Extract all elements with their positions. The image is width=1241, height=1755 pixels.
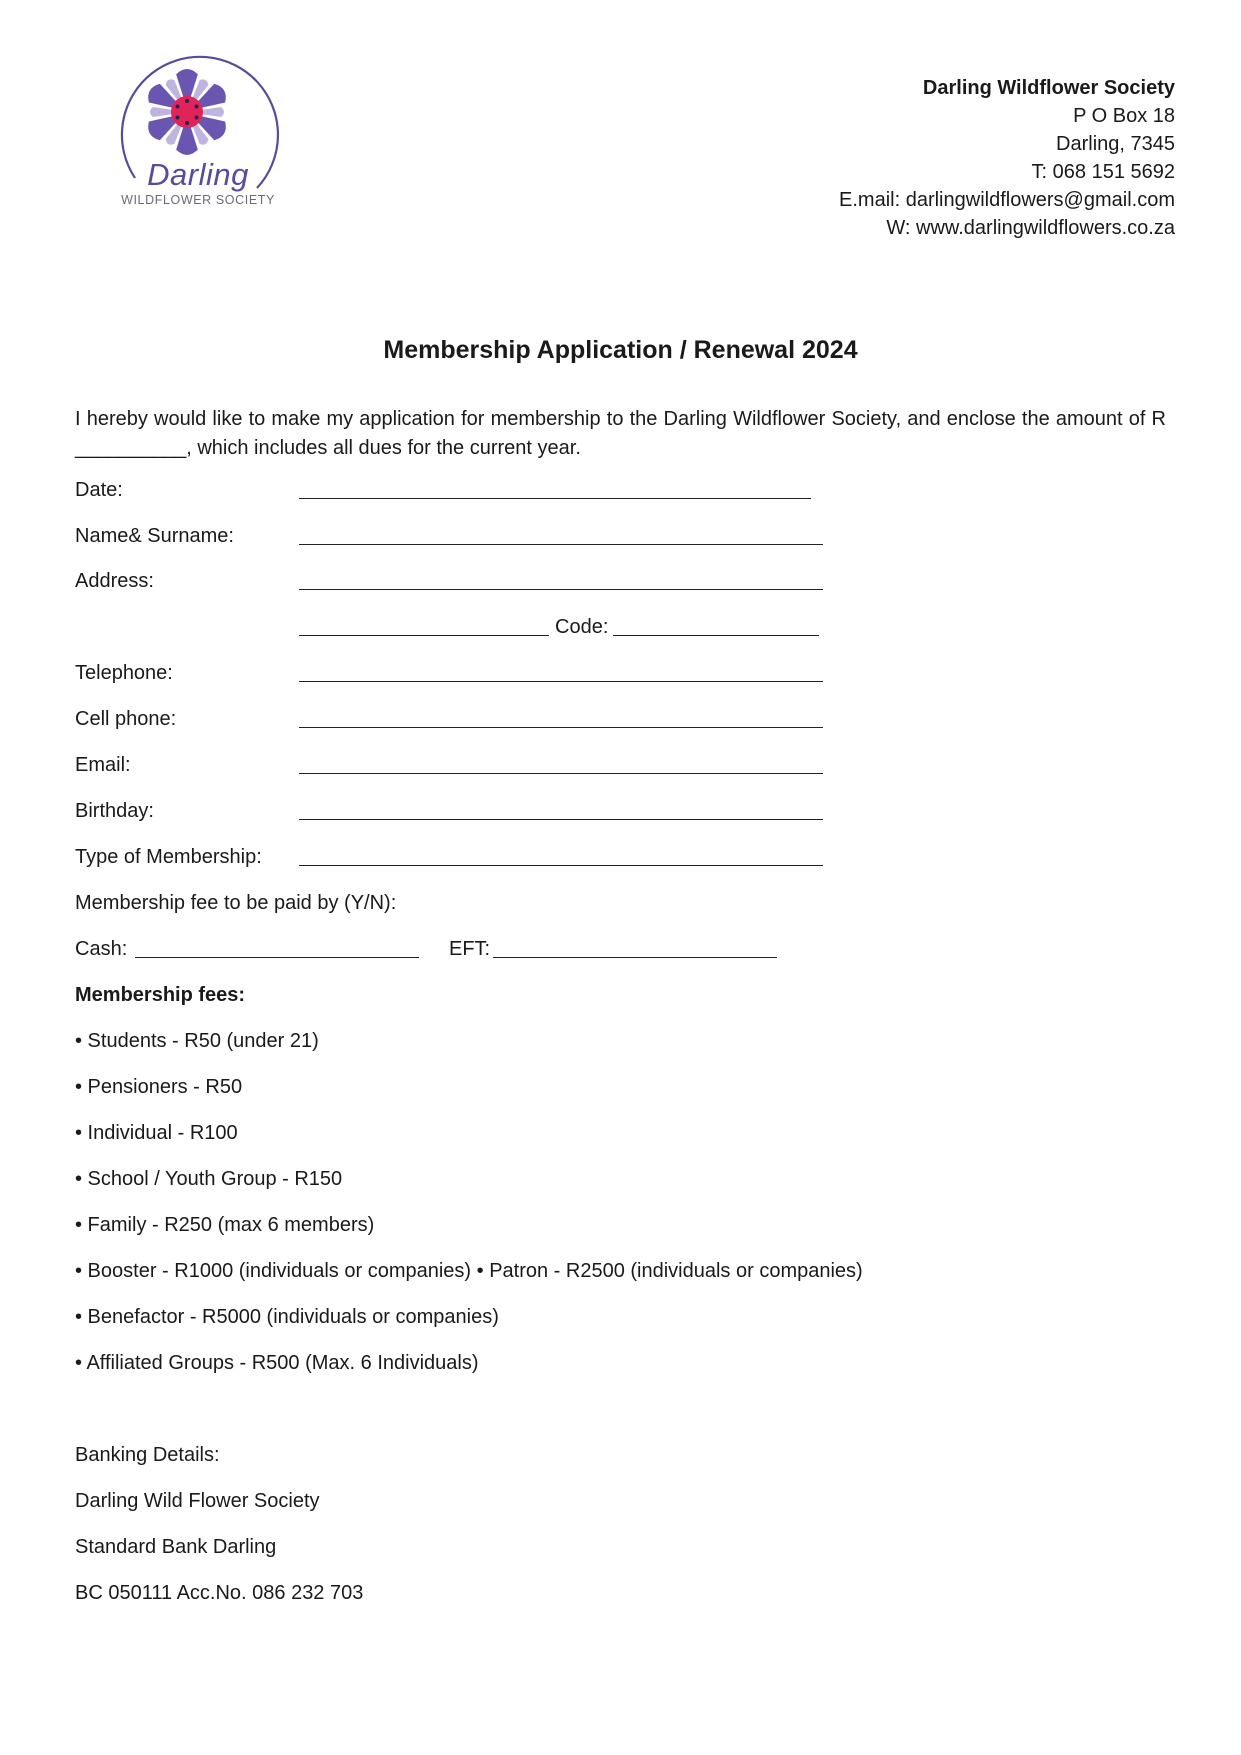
fee-item: • Family - R250 (max 6 members)	[75, 1214, 375, 1236]
page-title: Membership Application / Renewal 2024	[383, 336, 858, 364]
logo-subtitle: WILDFLOWER SOCIETY	[121, 193, 275, 207]
contact-web: W: www.darlingwildflowers.co.za	[886, 217, 1175, 239]
email-label: Email:	[75, 754, 131, 776]
cash-field[interactable]	[135, 935, 419, 958]
address-field-line-2[interactable]	[299, 613, 549, 636]
date-label: Date:	[75, 479, 123, 501]
birthday-field[interactable]	[299, 797, 823, 820]
fee-item: • Students - R50 (under 21)	[75, 1030, 319, 1052]
intro-paragraph: I hereby would like to make my application for membership to the Darling Wildflower Society, and enclose the amount of R __________, which includes all dues for the current year.	[75, 408, 1166, 459]
contact-phone: T: 068 151 5692	[1031, 161, 1175, 183]
contact-email: E.mail: darlingwildflowers@gmail.com	[839, 189, 1175, 211]
fee-item: • Booster - R1000 (individuals or companies) • Patron - R2500 (individuals or companies)	[75, 1260, 863, 1282]
code-field[interactable]	[613, 613, 819, 636]
telephone-label: Telephone:	[75, 662, 173, 684]
cell-field[interactable]	[299, 705, 823, 728]
banking-heading: Banking Details:	[75, 1444, 220, 1466]
name-field[interactable]	[299, 522, 823, 545]
eft-label: EFT:	[449, 938, 491, 960]
address-field-line-1[interactable]	[299, 567, 823, 590]
contact-org: Darling Wildflower Society	[922, 77, 1175, 99]
fee-item: • Benefactor - R5000 (individuals or companies)	[75, 1306, 499, 1328]
name-label: Name& Surname:	[75, 525, 234, 547]
date-field[interactable]	[299, 476, 811, 499]
telephone-field[interactable]	[299, 659, 823, 682]
cell-label: Cell phone:	[75, 708, 177, 730]
address-label: Address:	[75, 570, 154, 592]
contact-po-box: P O Box 18	[1073, 105, 1175, 127]
banking-account-name: Darling Wild Flower Society	[75, 1490, 320, 1512]
code-label: Code:	[555, 616, 609, 638]
payment-label: Membership fee to be paid by (Y/N):	[75, 892, 397, 914]
banking-account-number: BC 050111 Acc.No. 086 232 703	[75, 1582, 364, 1604]
banking-bank: Standard Bank Darling	[75, 1536, 277, 1558]
fees-heading: Membership fees:	[75, 984, 246, 1006]
membership-type-label: Type of Membership:	[75, 846, 262, 868]
membership-type-field[interactable]	[299, 843, 823, 866]
fee-item: • Pensioners - R50	[75, 1076, 243, 1098]
logo-name: Darling	[147, 157, 249, 192]
contact-block	[839, 74, 1175, 242]
fee-item: • Affiliated Groups - R500 (Max. 6 Individuals)	[75, 1352, 479, 1374]
cash-label: Cash:	[75, 938, 128, 960]
logo-wordmark	[108, 158, 288, 207]
fee-item: • Individual - R100	[75, 1122, 238, 1144]
birthday-label: Birthday:	[75, 800, 154, 822]
eft-field[interactable]	[493, 935, 777, 958]
contact-town: Darling, 7345	[1056, 133, 1175, 155]
fee-item: • School / Youth Group - R150	[75, 1168, 343, 1190]
email-field[interactable]	[299, 751, 823, 774]
